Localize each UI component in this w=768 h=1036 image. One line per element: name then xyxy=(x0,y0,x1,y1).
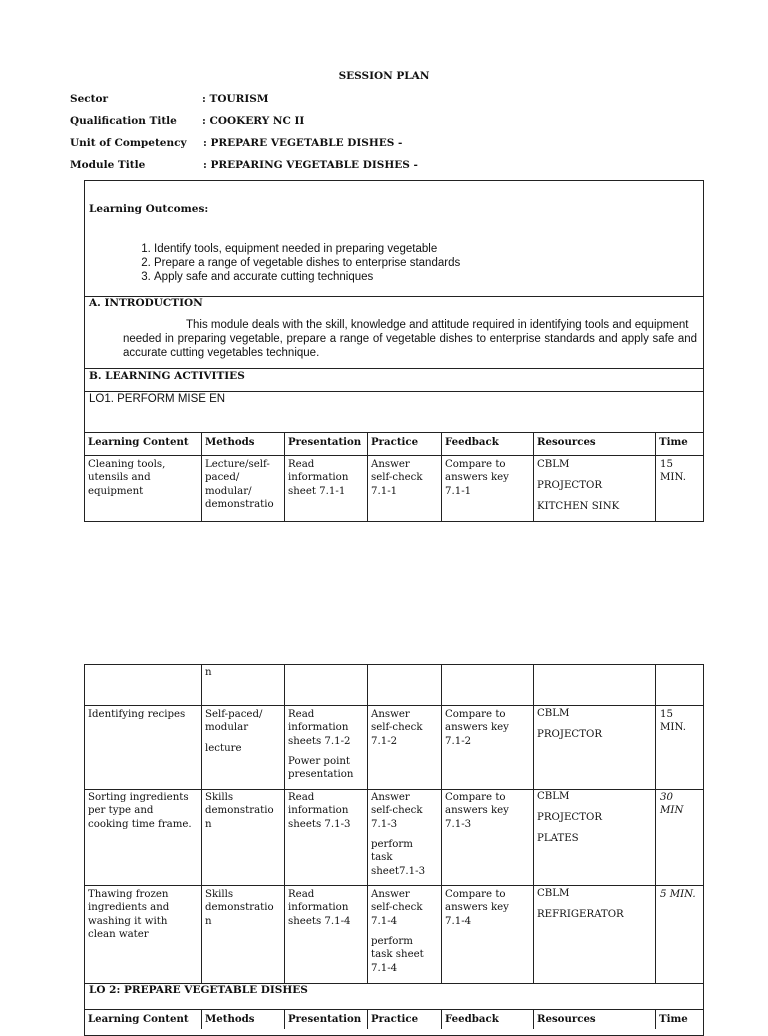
cell-methods: Self-paced/ modular xyxy=(205,709,263,734)
column-divider xyxy=(284,664,285,984)
cell-content: Sorting ingredients per type and cooking time frame. xyxy=(88,792,192,830)
meta-value: : TOURISM xyxy=(202,93,269,105)
meta-label: Module Title xyxy=(70,159,146,171)
lo2-heading: LO 2: PREPARE VEGETABLE DISHES xyxy=(89,984,308,996)
cell-resource: KITCHEN SINK xyxy=(537,501,620,512)
column-header: Practice xyxy=(371,1013,419,1025)
column-header: Time xyxy=(659,1013,688,1025)
cell-presentation: Power point presentation xyxy=(288,756,354,781)
meta-label: Sector xyxy=(70,93,109,105)
column-divider xyxy=(201,1009,202,1029)
column-header: Methods xyxy=(205,436,255,448)
introduction-text-line: needed in preparing vegetable, prepare a range of vegetable dishes to enterprise standards and apply safe and xyxy=(123,333,697,345)
learning-outcome-item: 2. Prepare a range of vegetable dishes to enterprise standards xyxy=(154,256,460,270)
column-header: Time xyxy=(659,436,688,448)
divider xyxy=(84,705,704,706)
introduction-text-line: accurate cutting vegetables technique. xyxy=(123,347,320,359)
learning-outcomes-list xyxy=(140,242,460,284)
cell-resource: PROJECTOR xyxy=(537,812,603,823)
cell-resource: PLATES xyxy=(537,833,579,844)
cell-content: Cleaning tools, utensils and equipment xyxy=(88,459,166,497)
learning-activities-heading: B. LEARNING ACTIVITIES xyxy=(89,370,245,382)
cell-resource: CBLM xyxy=(537,708,570,719)
column-divider xyxy=(655,432,656,521)
column-header: Presentation xyxy=(288,436,362,448)
cell-practice: Answer self-check 7.1-3 xyxy=(371,792,423,830)
learning-outcome-item: 1. Identify tools, equipment needed in preparing vegetable xyxy=(154,242,460,256)
column-divider xyxy=(367,664,368,984)
cell-presentation: Read information sheets 7.1-4 xyxy=(288,889,351,927)
column-divider xyxy=(441,432,442,521)
learning-outcomes-heading: Learning Outcomes: xyxy=(89,203,209,215)
cell-time: 5 MIN. xyxy=(660,889,696,900)
cell-content: Identifying recipes xyxy=(88,709,186,720)
divider xyxy=(84,789,704,790)
column-header: Feedback xyxy=(445,1013,499,1025)
meta-label: Qualification Title xyxy=(70,115,177,127)
cell-feedback: Compare to answers key 7.1-2 xyxy=(445,709,509,747)
column-header: Presentation xyxy=(288,1013,362,1025)
cell-practice: perform task sheet7.1-3 xyxy=(371,839,426,877)
column-header: Learning Content xyxy=(88,1013,189,1025)
column-header: Resources xyxy=(537,1013,596,1025)
cell-resource: PROJECTOR xyxy=(537,480,603,491)
column-divider xyxy=(441,664,442,984)
cell-feedback: Compare to answers key 7.1-4 xyxy=(445,889,509,927)
divider xyxy=(84,885,704,886)
cell-time: 30 MIN xyxy=(660,792,684,817)
cell-time: 15 MIN. xyxy=(660,709,686,734)
cell-feedback: Compare to answers key 7.1-1 xyxy=(445,459,509,497)
cell-practice: perform task sheet 7.1-4 xyxy=(371,936,424,974)
cell-practice: Answer self-check 7.1-4 xyxy=(371,889,423,927)
lo1-heading: LO1. PERFORM MISE EN xyxy=(89,393,226,405)
column-divider xyxy=(533,432,534,521)
cell-resource: CBLM xyxy=(537,888,570,899)
cell-content: Thawing frozen ingredients and washing it with clean water xyxy=(88,889,170,940)
page-title: SESSION PLAN xyxy=(338,70,430,82)
column-divider xyxy=(655,664,656,984)
cell-resource: REFRIGERATOR xyxy=(537,909,624,920)
column-header: Practice xyxy=(371,436,419,448)
cell-resource: CBLM xyxy=(537,459,570,470)
divider xyxy=(84,368,704,369)
divider xyxy=(84,432,704,433)
cell-presentation: Read information sheets 7.1-2 xyxy=(288,709,351,747)
cell-methods: Skills demonstratio n xyxy=(205,889,274,927)
cell-methods: lecture xyxy=(205,743,242,754)
column-divider xyxy=(533,664,534,984)
learning-outcome-item: 3. Apply safe and accurate cutting techniques xyxy=(154,270,460,284)
cell-resource: CBLM xyxy=(537,791,570,802)
divider xyxy=(84,1009,704,1010)
cell-practice: Answer self-check 7.1-1 xyxy=(371,459,423,497)
cell-time: 15 MIN. xyxy=(660,459,686,484)
meta-value: : COOKERY NC II xyxy=(202,115,305,127)
introduction-heading: A. INTRODUCTION xyxy=(89,297,203,309)
column-divider xyxy=(441,1009,442,1029)
cell-methods-continued: n xyxy=(205,667,212,678)
cell-feedback: Compare to answers key 7.1-3 xyxy=(445,792,509,830)
cell-methods: Skills demonstratio n xyxy=(205,792,274,830)
column-header: Learning Content xyxy=(88,436,189,448)
meta-value: : PREPARING VEGETABLE DISHES - xyxy=(203,159,418,171)
column-header: Resources xyxy=(537,436,596,448)
column-divider xyxy=(367,432,368,521)
cell-methods: Lecture/self- paced/ modular/ demonstratio xyxy=(205,459,274,510)
cell-resource: PROJECTOR xyxy=(537,729,603,740)
meta-label: Unit of Competency xyxy=(70,137,187,149)
column-divider xyxy=(201,664,202,984)
cell-presentation: Read information sheets 7.1-3 xyxy=(288,792,351,830)
divider xyxy=(84,455,704,456)
column-header: Methods xyxy=(205,1013,255,1025)
column-divider xyxy=(655,1009,656,1029)
introduction-text-line: This module deals with the skill, knowledge and attitude required in identifying tools and equipment xyxy=(186,319,689,331)
cell-practice: Answer self-check 7.1-2 xyxy=(371,709,423,747)
meta-value: : PREPARE VEGETABLE DISHES - xyxy=(203,137,403,149)
cell-presentation: Read information sheet 7.1-1 xyxy=(288,459,349,497)
column-divider xyxy=(367,1009,368,1029)
column-divider xyxy=(201,432,202,521)
column-divider xyxy=(284,1009,285,1029)
column-divider xyxy=(533,1009,534,1029)
column-header: Feedback xyxy=(445,436,499,448)
column-divider xyxy=(284,432,285,521)
